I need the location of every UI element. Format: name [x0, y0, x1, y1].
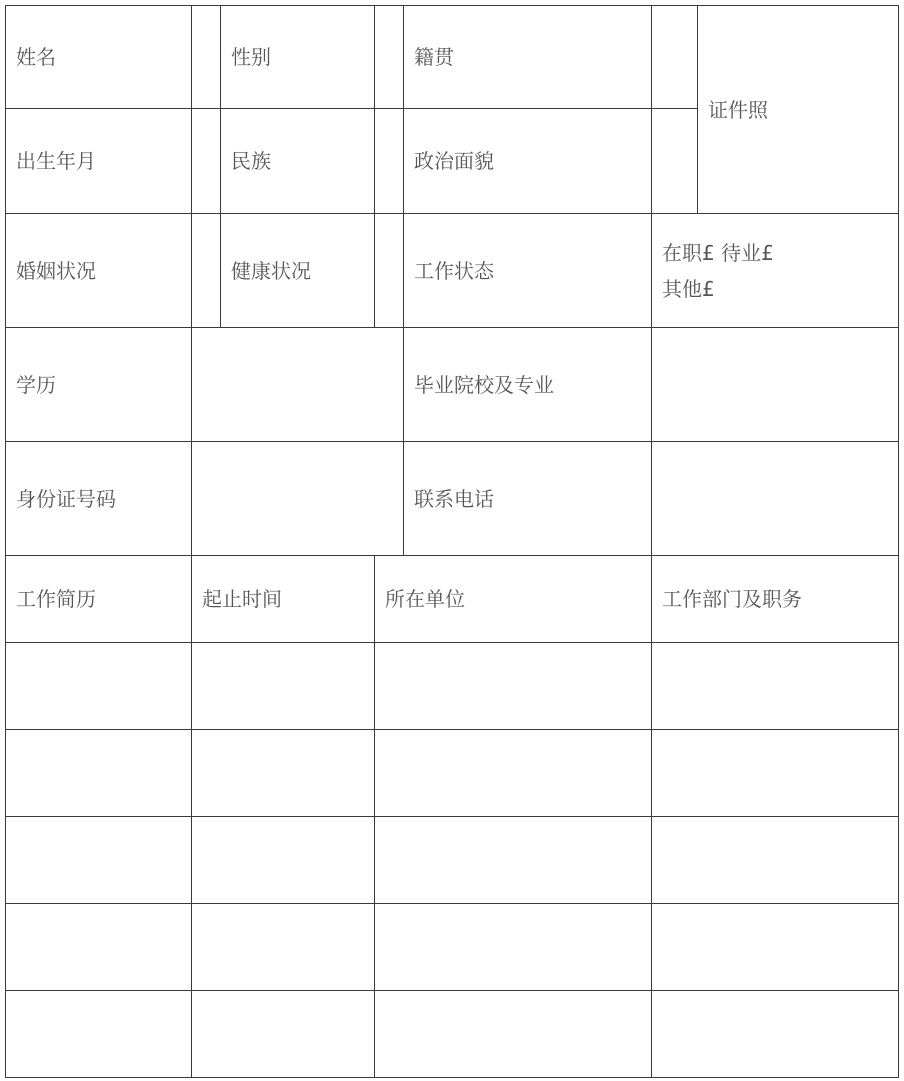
work-history-row-1-period[interactable]: [191, 642, 375, 730]
work-history-header-employer: 所在单位: [374, 555, 652, 643]
education-value-field[interactable]: [191, 327, 404, 442]
work-history-row-2-department[interactable]: [651, 729, 899, 817]
id-number-value-field[interactable]: [191, 441, 404, 556]
work-history-label: 工作简历: [5, 555, 192, 643]
id-number-label: 身份证号码: [5, 441, 192, 556]
work-history-row-4-department[interactable]: [651, 903, 899, 991]
work-history-row-2-period[interactable]: [191, 729, 375, 817]
work-history-row-1-label: [5, 642, 192, 730]
work-history-row-5-label: [5, 990, 192, 1078]
gender-value-field[interactable]: [374, 5, 404, 109]
gender-label: 性别: [220, 5, 375, 109]
work-status-options[interactable]: [651, 213, 899, 328]
work-status-label: 工作状态: [403, 213, 652, 328]
school-major-label: 毕业院校及专业: [403, 327, 652, 442]
name-label: 姓名: [5, 5, 192, 109]
phone-label: 联系电话: [403, 441, 652, 556]
work-history-row-5-employer[interactable]: [374, 990, 652, 1078]
native-place-value-field[interactable]: [651, 5, 698, 109]
work-history-row-3-employer[interactable]: [374, 816, 652, 904]
birth-date-label: 出生年月: [5, 108, 192, 214]
work-history-header-period: 起止时间: [191, 555, 375, 643]
birth-date-value-field[interactable]: [191, 108, 221, 214]
school-major-value-field[interactable]: [651, 327, 899, 442]
political-status-label: 政治面貌: [403, 108, 652, 214]
native-place-label: 籍贯: [403, 5, 652, 109]
health-label: 健康状况: [220, 213, 375, 328]
photo-label: 证件照: [697, 5, 899, 214]
work-history-row-2-label: [5, 729, 192, 817]
education-label: 学历: [5, 327, 192, 442]
work-history-row-1-employer[interactable]: [374, 642, 652, 730]
work-history-row-2-employer[interactable]: [374, 729, 652, 817]
work-history-row-3-label: [5, 816, 192, 904]
work-history-row-3-period[interactable]: [191, 816, 375, 904]
phone-value-field[interactable]: [651, 441, 899, 556]
marital-status-value-field[interactable]: [191, 213, 221, 328]
work-status-options-line1: 在职£ 待业£: [662, 240, 774, 265]
work-history-header-department-position: 工作部门及职务: [651, 555, 899, 643]
work-status-options-line2: 其他£: [662, 276, 715, 301]
ethnicity-label: 民族: [220, 108, 375, 214]
marital-status-label: 婚姻状况: [5, 213, 192, 328]
work-history-row-4-label: [5, 903, 192, 991]
work-history-row-4-period[interactable]: [191, 903, 375, 991]
work-history-row-4-employer[interactable]: [374, 903, 652, 991]
work-history-row-3-department[interactable]: [651, 816, 899, 904]
work-history-row-1-department[interactable]: [651, 642, 899, 730]
work-history-row-5-period[interactable]: [191, 990, 375, 1078]
political-status-value-field[interactable]: [651, 108, 698, 214]
work-history-row-5-department[interactable]: [651, 990, 899, 1078]
health-value-field[interactable]: [374, 213, 404, 328]
ethnicity-value-field[interactable]: [374, 108, 404, 214]
name-value-field[interactable]: [191, 5, 221, 109]
